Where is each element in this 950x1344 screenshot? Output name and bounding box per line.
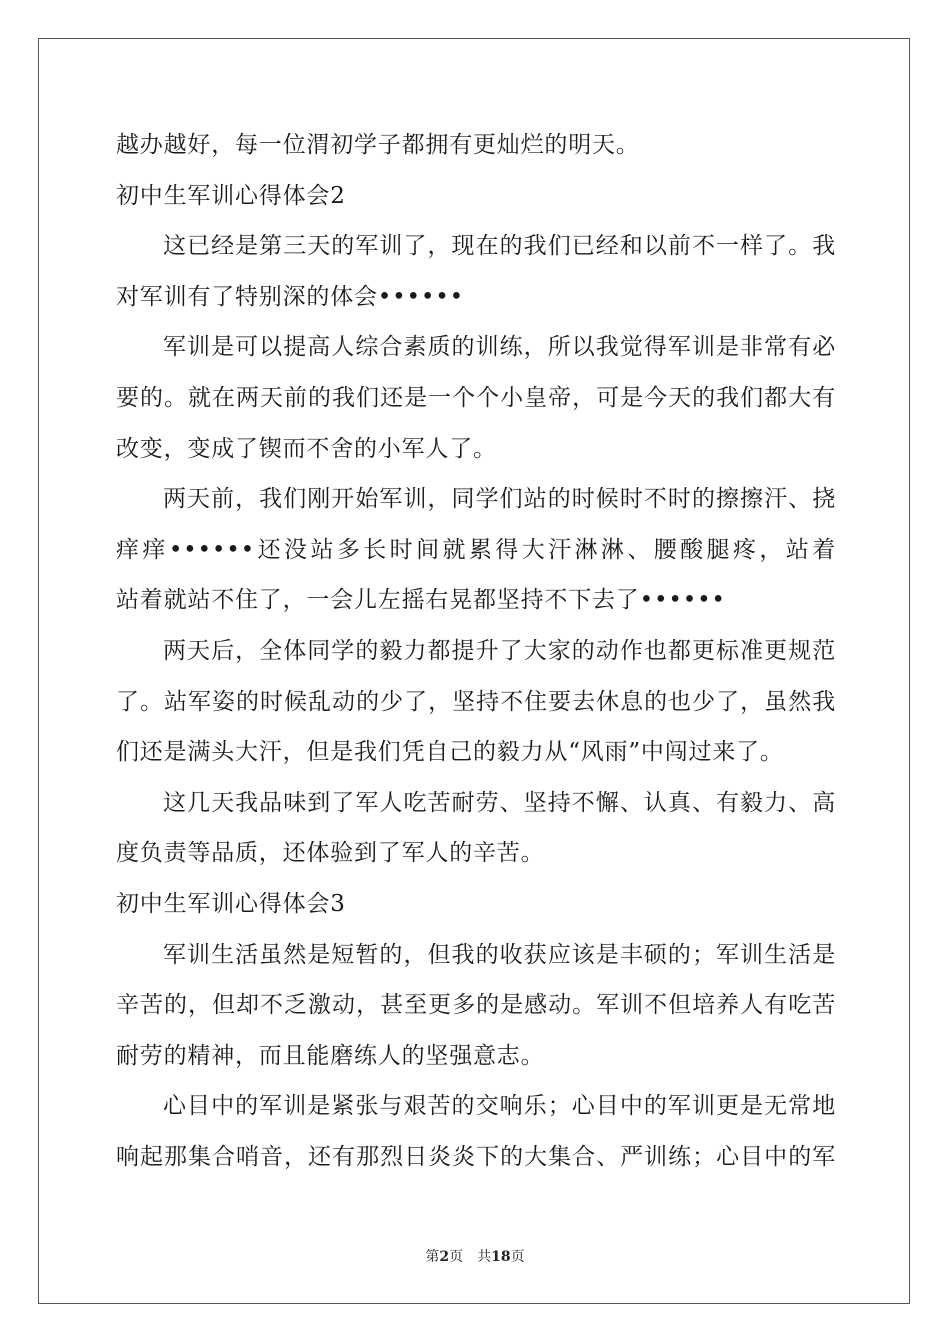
total-suffix: 页	[510, 1249, 525, 1265]
paragraph-line: 这已经是第三天的军训了，现在的我们已经和以前不一样了。我	[163, 233, 836, 260]
paragraph-line: 耐劳的精神，而且能磨练人的坚强意志。	[116, 1042, 545, 1069]
paragraph-line: 要的。就在两天前的我们还是一个个小皇帝，可是今天的我们都大有	[116, 384, 836, 411]
page-number: 2	[439, 1249, 450, 1265]
paragraph-line: 改变，变成了锲而不舍的小军人了。	[116, 435, 497, 462]
paragraph-line: 辛苦的，但却不乏激动，甚至更多的是感动。军训不但培养人有吃苦	[116, 992, 836, 1019]
paragraph-line: 越办越好，每一位渭初学子都拥有更灿烂的明天。	[116, 132, 640, 158]
paragraph-line: 度负责等品质，还体验到了军人的辛苦。	[116, 840, 545, 867]
paragraph-line: 们还是满头大汗，但是我们凭自己的毅力从“风雨”中闯过来了。	[116, 739, 784, 766]
section-heading: 初中生军训心得体会3	[116, 890, 346, 917]
document-body	[116, 120, 836, 1182]
paragraph-line: 两天前，我们刚开始军训，同学们站的时候时不时的擦擦汗、挠	[163, 486, 836, 513]
paragraph-line: 这几天我品味到了军人吃苦耐劳、坚持不懈、认真、有毅力、高	[163, 789, 836, 816]
paragraph-line: 心目中的军训是紧张与艰苦的交响乐；心目中的军训更是无常地	[163, 1093, 836, 1120]
section-heading: 初中生军训心得体会2	[116, 182, 346, 209]
page-prefix: 第	[425, 1249, 440, 1265]
paragraph-line: 军训生活虽然是短暂的，但我的收获应该是丰硕的；军训生活是	[163, 941, 836, 968]
paragraph-line: 痒痒••••••还没站多长时间就累得大汗淋淋、腰酸腿疼，站着	[116, 536, 836, 563]
paragraph-line: 响起那集合哨音，还有那烈日炎炎下的大集合、严训练；心目中的军	[116, 1143, 836, 1170]
page-suffix: 页	[449, 1249, 464, 1265]
paragraph-line: 两天后，全体同学的毅力都提升了大家的动作也都更标准更规范	[163, 637, 836, 664]
total-prefix: 共	[477, 1249, 492, 1265]
paragraph-line: 了。站军姿的时候乱动的少了，坚持不住要去休息的也少了，虽然我	[116, 688, 836, 715]
total-pages: 18	[491, 1249, 511, 1265]
paragraph-line: 对军训有了特别深的体会••••••	[116, 283, 464, 310]
page-footer	[0, 1246, 950, 1266]
paragraph-line: 军训是可以提高人综合素质的训练，所以我觉得军训是非常有必	[163, 334, 836, 361]
paragraph-line: 站着就站不住了，一会儿左摇右晃都坚持不下去了••••••	[116, 587, 726, 614]
